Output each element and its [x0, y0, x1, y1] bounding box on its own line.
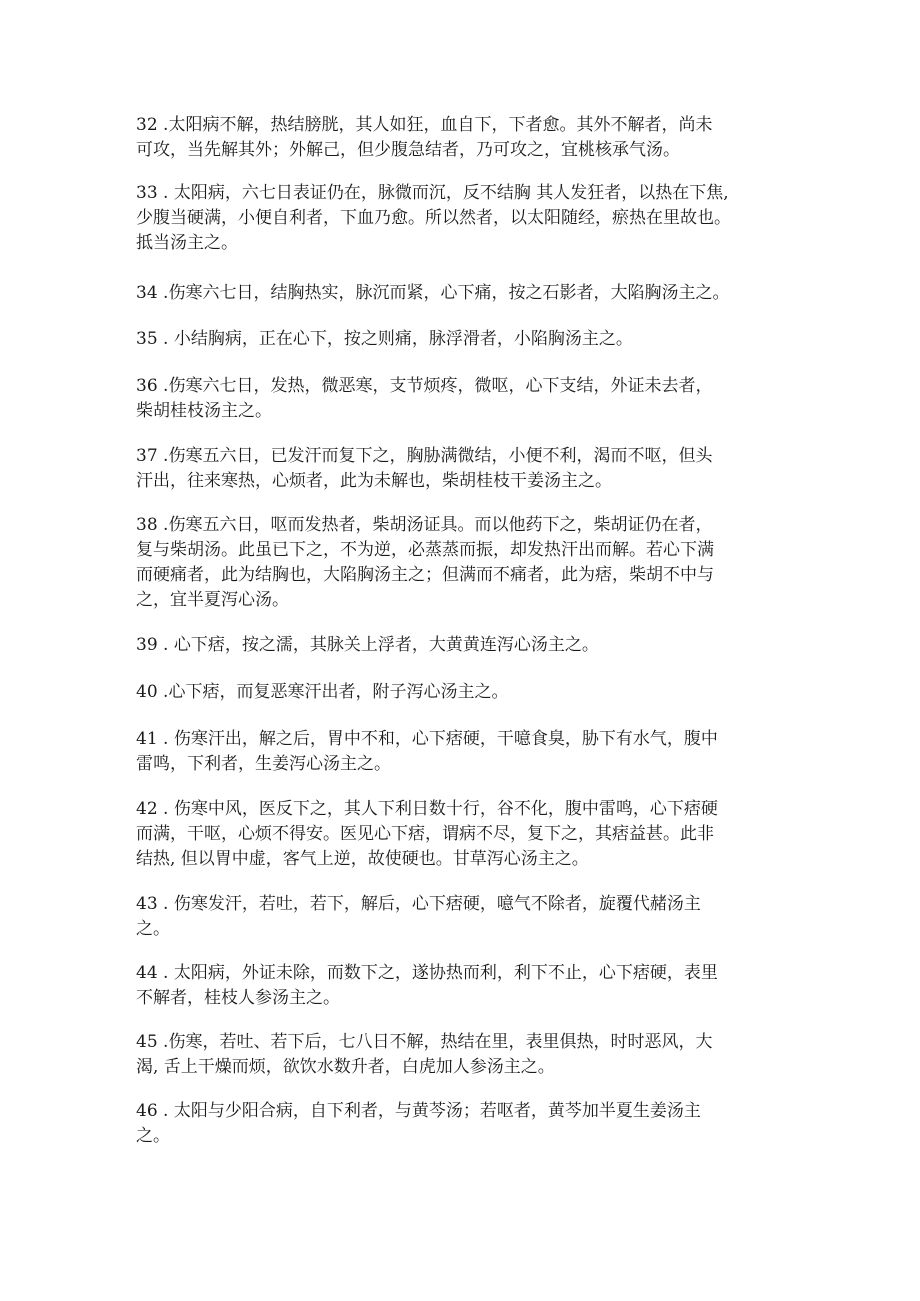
- entry-line: 38 .伤寒五六日，呕而发热者，柴胡汤证具。而以他药下之，柴胡证仍在者，: [136, 515, 713, 535]
- entry-line: 抵当汤主之。: [136, 233, 238, 253]
- entry-45: [136, 1030, 786, 1080]
- entry-35: [136, 327, 786, 352]
- entry-line: 32 .太阳病不解，热结膀胱，其人如狂，血自下，下者愈。其外不解者，尚未: [136, 115, 713, 135]
- entry-34: [136, 281, 786, 306]
- entry-line: 之，宜半夏泻心汤。: [136, 590, 289, 610]
- entry-line: 之。: [136, 919, 170, 939]
- entry-line: 43 . 伤寒发汗，若吐，若下，解后，心下痞硬，噫气不除者，旋覆代赭汤主: [136, 894, 701, 914]
- entry-line: 雷鸣，下利者，生姜泻心汤主之。: [136, 754, 391, 774]
- entry-36: [136, 374, 786, 424]
- entry-line: 45 .伤寒，若吐、若下后，七八日不解，热结在里，表里俱热，时时恶风，大: [136, 1032, 713, 1052]
- entry-line: 39 . 心下痞，按之濡，其脉关上浮者，大黄黄连泻心汤主之。: [136, 635, 599, 655]
- entry-line: 柴胡桂枝汤主之。: [136, 401, 272, 421]
- entry-line: 不解者，桂枝人参汤主之。: [136, 988, 340, 1008]
- entry-44: [136, 961, 786, 1011]
- entry-line: 41 . 伤寒汗出，解之后，胃中不和，心下痞硬，干噫食臭，胁下有水气，腹中: [136, 729, 718, 749]
- entry-line: 可攻，当先解其外；外解己，但少腹急结者，乃可攻之，宜桃核承气汤。: [136, 140, 680, 160]
- entry-line: 而满，干呕，心烦不得安。医见心下痞，谓病不尽，复下之，其痞益甚。此非: [136, 824, 714, 844]
- entry-line: 之。: [136, 1126, 170, 1146]
- entry-line: 37 .伤寒五六日，已发汗而复下之，胸胁满微结，小便不利，渴而不呕，但头: [136, 446, 713, 466]
- entry-43: [136, 892, 786, 942]
- entry-line: 复与柴胡汤。此虽已下之，不为逆，必蒸蒸而振，却发热汗出而解。若心下满: [136, 540, 714, 560]
- entry-41: [136, 727, 786, 777]
- entry-37: [136, 444, 786, 494]
- entry-line: 46 . 太阳与少阳合病，自下利者，与黄芩汤；若呕者，黄芩加半夏生姜汤主: [136, 1101, 701, 1121]
- entry-33: [136, 181, 786, 256]
- entry-line: 36 .伤寒六七日，发热，微恶寒，支节烦疼，微呕，心下支结，外证未去者，: [136, 376, 713, 396]
- entry-line: 少腹当硬满，小便自利者，下血乃愈。所以然者，以太阳随经，瘀热在里故也。: [136, 208, 731, 228]
- entry-32: [136, 113, 786, 163]
- entry-line: 33 . 太阳病，六七日表证仍在，脉微而沉，反不结胸 其人发狂者，以热在下焦,: [136, 183, 729, 203]
- entry-line: 而硬痛者，此为结胸也，大陷胸汤主之；但满而不痛者，此为痞，柴胡不中与: [136, 565, 714, 585]
- entry-line: 35 . 小结胸病，正在心下，按之则痛，脉浮滑者，小陷胸汤主之。: [136, 329, 633, 349]
- entry-line: 42 . 伤寒中风，医反下之，其人下利日数十行，谷不化，腹中雷鸣，心下痞硬: [136, 799, 718, 819]
- entry-line: 渴, 舌上干燥而烦，欲饮水数升者，白虎加人参汤主之。: [136, 1057, 555, 1077]
- entry-42: [136, 797, 786, 872]
- entry-line: 汗出，往来寒热，心烦者，此为未解也，柴胡桂枝干姜汤主之。: [136, 471, 612, 491]
- entry-line: 结热, 但以胃中虚，客气上逆，故使硬也。甘草泻心汤主之。: [136, 849, 589, 869]
- entry-line: 34 .伤寒六七日，结胸热实，脉沉而紧，心下痛，按之石影者，大陷胸汤主之。: [136, 283, 730, 303]
- entry-line: 44 . 太阳病，外证未除，而数下之，遂协热而利，利下不止，心下痞硬，表里: [136, 963, 718, 983]
- entry-line: 40 .心下痞，而复恶寒汗出者，附子泻心汤主之。: [136, 682, 509, 702]
- entry-46: [136, 1099, 786, 1149]
- entry-39: [136, 633, 786, 658]
- entry-40: [136, 680, 786, 705]
- entry-38: [136, 513, 786, 613]
